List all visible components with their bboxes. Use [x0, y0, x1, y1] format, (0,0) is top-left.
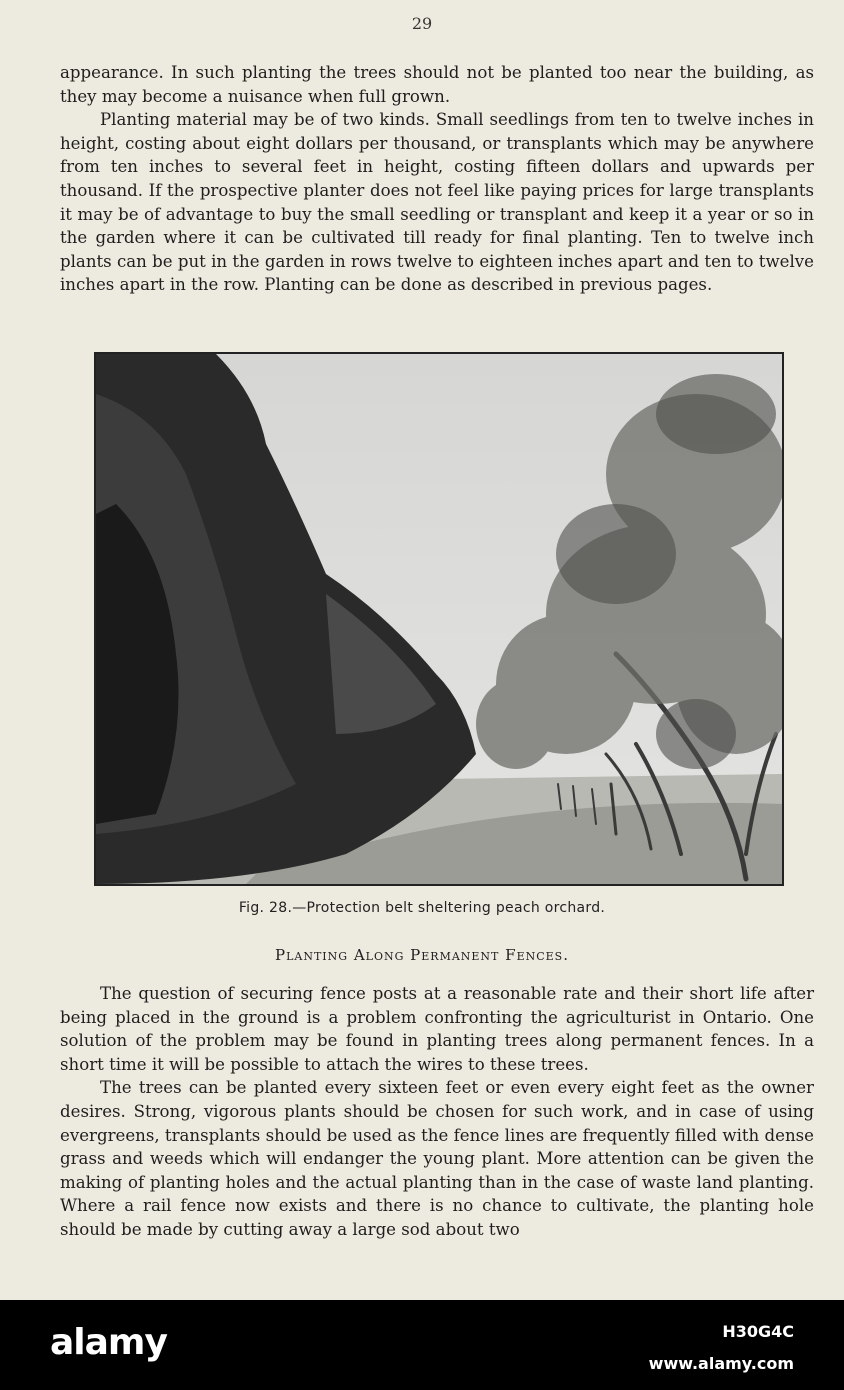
- orchard-photograph: [94, 352, 784, 886]
- paragraph: The trees can be planted every sixteen feet or even every eight feet as the owner desires. Strong, vigorous plants should be chosen for such work, and in case of using evergreens, transplants should be used as the fence lines are frequently filled with dense grass and weeds which will endanger the young plant. More attention can be given the making of planting holes and the actual planting than in the case of waste land planting. Where a rail fence now exists and there is no chance to cultivate, the planting hole should be made by cutting away a large sod about two: [60, 1078, 814, 1239]
- paragraph: Planting material may be of two kinds. Small seedlings from ten to twelve inches in height, costing about eight dollars per thousand, or transplants which may be anywhere from ten inches to several feet in height, costing fifteen dollars and upwards per thousand. If the prospective planter does not feel like paying prices for large transplants it may be of advantage to buy the small seedling or transplant and keep it a year or so in the garden where it can be cultivated till ready for final planting. Ten to twelve inch plants can be put in the garden in rows twelve to eighteen inches apart and ten to twelve inches apart in the row. Planting can be done as described in previous pages.: [60, 110, 814, 295]
- site-url: www.alamy.com: [648, 1354, 794, 1373]
- alamy-logo: alamy: [50, 1322, 167, 1363]
- section-heading: Planting Along Permanent Fences.: [275, 946, 569, 964]
- paragraph: The question of securing fence posts at a reasonable rate and their short life after being placed in the ground is a problem confronting the agriculturist in Ontario. One solution of the problem may be found in planting trees along permanent fences. In a short time it will be possible to attach the wires to these trees.: [60, 984, 814, 1074]
- footer-info: [649, 1316, 794, 1380]
- figure-caption: Fig. 28.—Protection belt sheltering peach orchard.: [238, 900, 606, 916]
- page-number: 29: [411, 14, 433, 33]
- top-text-block: [60, 61, 814, 297]
- watermark-footer: [0, 1300, 844, 1390]
- bottom-text-block: [60, 982, 814, 1242]
- image-id: H30G4C: [722, 1322, 794, 1341]
- paragraph: appearance. In such planting the trees should not be planted too near the building, as they may become a nuisance when full grown.: [60, 63, 814, 106]
